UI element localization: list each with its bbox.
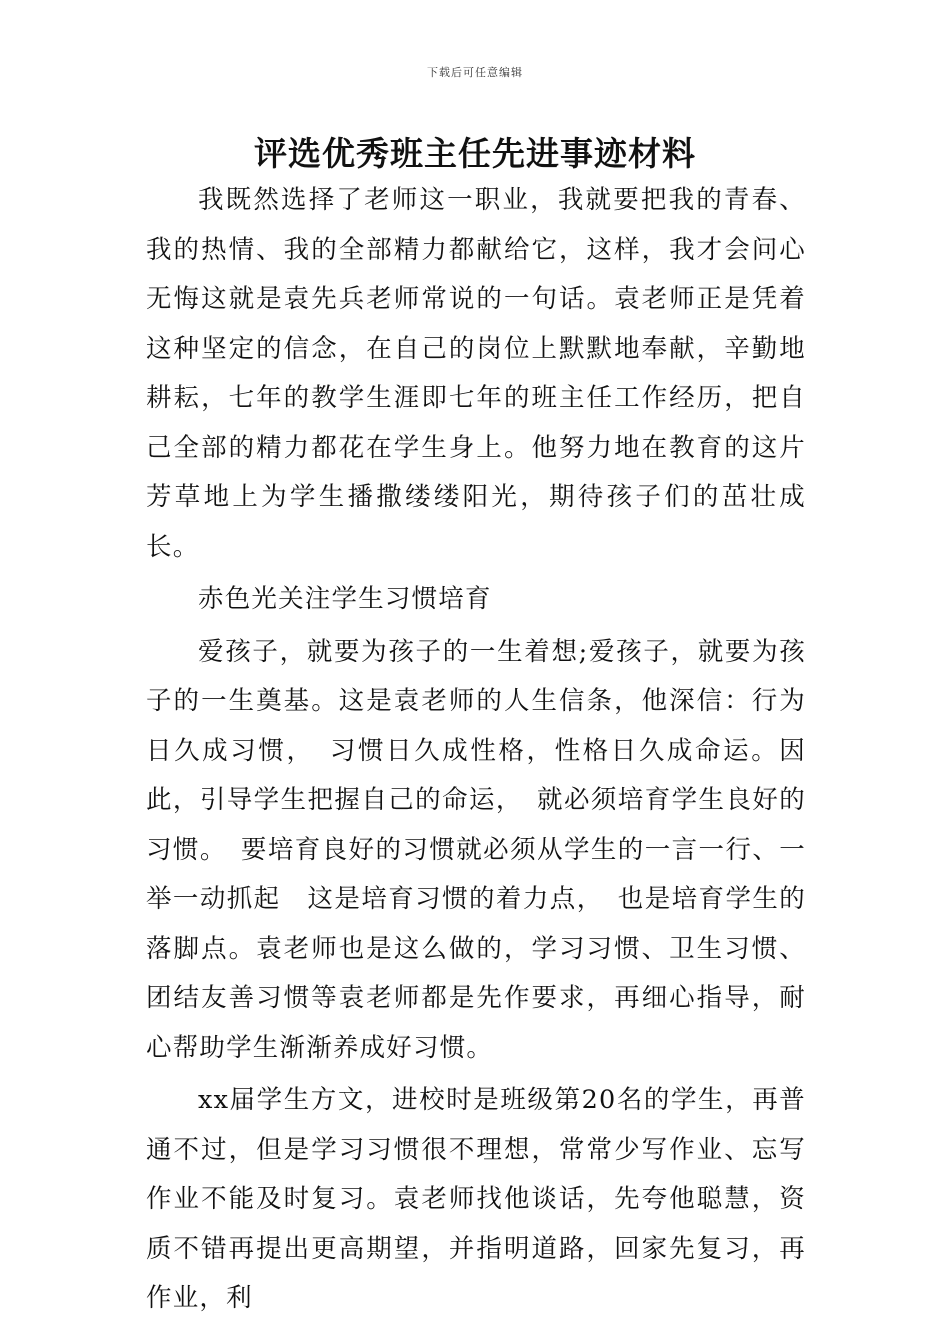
paragraph-habits: 爱孩子，就要为孩子的一生着想;爱孩子，就要为孩子的一生奠基。这是袁老师的人生信条，他深信：行为日久成习惯， 习惯日久成性格，性格日久成命运。因此，引导学生把握自己的命运， 就必须培育学生良好的习惯。 要培育良好的习惯就必须从学生的一言一行、一举一动抓起 这是培育习惯的着力点， 也是培育学生的落脚点。袁老师也是这么做的，学习习惯、卫生习惯、团结友善习惯等袁老师都是先作要求，再细心指导，耐心帮助学生渐渐养成好习惯。 [146, 636, 806, 1063]
document-body [146, 176, 806, 1324]
document-title: 评选优秀班主任先进事迹材料 [254, 134, 696, 173]
paragraph-intro: 我既然选择了老师这一职业，我就要把我的青春、我的热情、我的全部精力都献给它，这样，我才会问心无悔这就是袁先兵老师常说的一句话。袁老师正是凭着这种坚定的信念，在自己的岗位上默默地奉献，辛勤地耕耘，七年的教学生涯即七年的班主任工作经历，把自己全部的精力都花在学生身上。他努力地在教育的这片芳草地上为学生播撒缕缕阳光，期待孩子们的茁壮成长。 [146, 185, 806, 562]
section-heading: 赤色光关注学生习惯培育 [198, 584, 492, 614]
header-note: 下载后可任意编辑 [427, 66, 523, 79]
paragraph-student-example: xx届学生方文，进校时是班级第20名的学生，再普通不过，但是学习习惯很不理想，常常少写作业、忘写作业不能及时复习。袁老师找他谈话，先夸他聪慧，资质不错再提出更高期望，并指明道路，回家先复习，再作业，利 [146, 1085, 806, 1313]
